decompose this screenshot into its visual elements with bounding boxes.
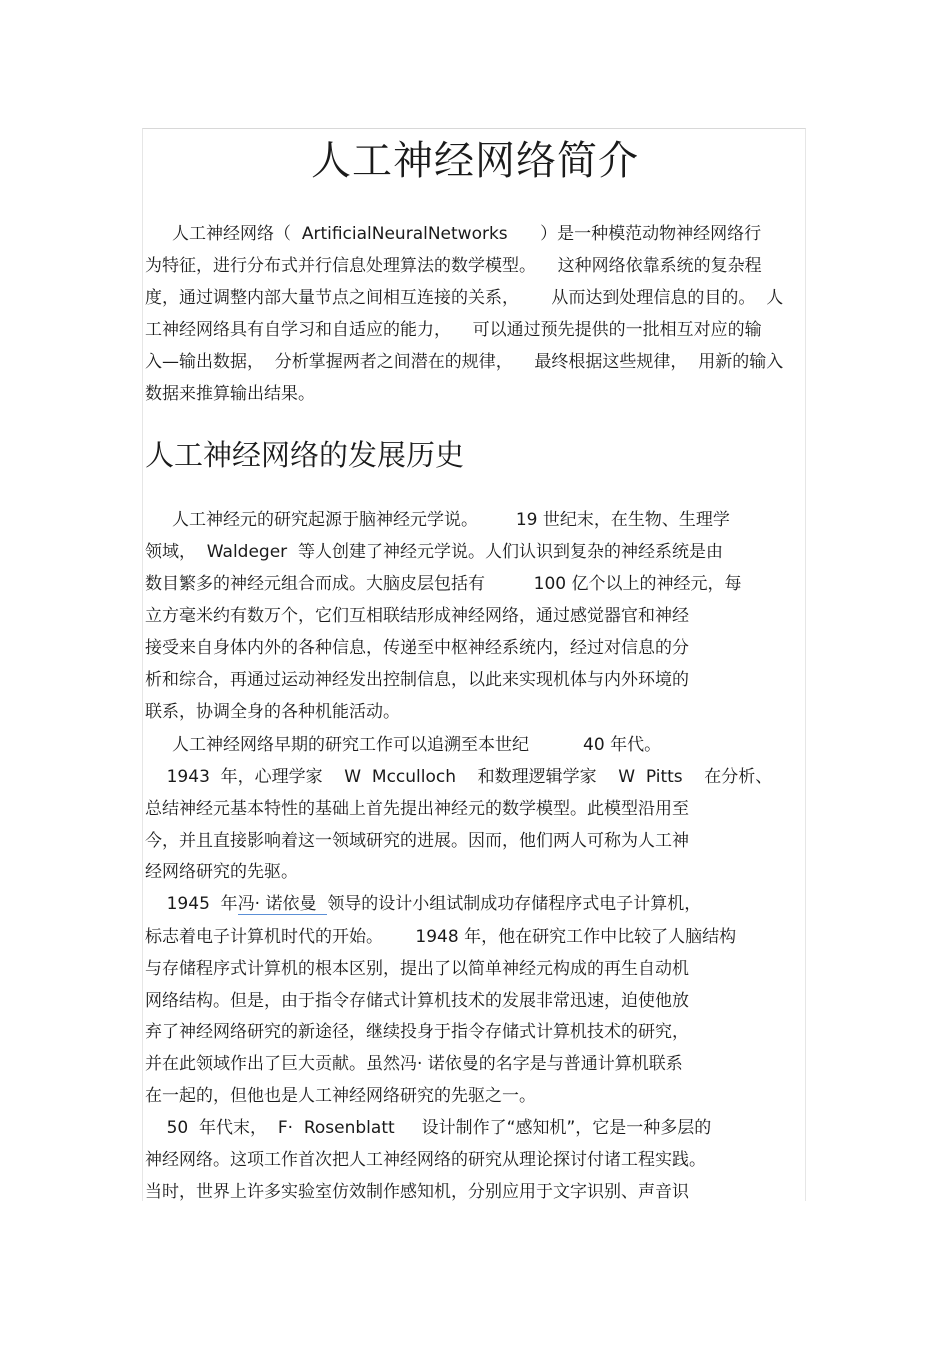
section-heading: 人工神经网络的发展历史	[145, 438, 465, 472]
history-line: 立方毫米约有数万个，它们互相联结形成神经网络，通过感觉器官和神经	[145, 606, 689, 626]
history-line: 人工神经元的研究起源于脑神经元学说。 19 世纪末，在生物、生理学	[145, 510, 730, 530]
history-line: 神经网络。这项工作首次把人工神经网络的研究从理论探讨付诸工程实践。	[145, 1150, 706, 1170]
history-line: 网络结构。但是，由于指令存储式计算机技术的发展非常迅速，迫使他放	[145, 991, 689, 1011]
intro-line: 人工神经网络（ ArtificialNeuralNetworks ）是一种模范动物神经网络行	[145, 224, 762, 244]
history-line: 当时，世界上许多实验室仿效制作感知机，分别应用于文字识别、声音识	[145, 1182, 689, 1201]
history-line: 析和综合，再通过运动神经发出控制信息，以此来实现机体与内外环境的	[145, 670, 689, 690]
intro-line: 为特征，进行分布式并行信息处理算法的数学模型。 这种网络依靠系统的复杂程	[145, 256, 762, 276]
document-title: 人工神经网络简介	[311, 138, 639, 184]
history-line: 领域， Waldeger 等人创建了神经元学说。人们认识到复杂的神经系统是由	[145, 542, 723, 562]
history-line: 经网络研究的先驱。	[145, 862, 298, 882]
neumann-line-before: 1945 年	[145, 894, 238, 914]
neumann-line	[145, 892, 701, 916]
history-line: 总结神经元基本特性的基础上首先提出神经元的数学模型。此模型沿用至	[145, 799, 689, 819]
neumann-line-after: 领导的设计小组试制成功存储程序式电子计算机，	[327, 894, 702, 914]
history-line: 人工神经网络早期的研究工作可以追溯至本世纪 40 年代。	[145, 735, 662, 755]
intro-line: 入—输出数据， 分析掌握两者之间潜在的规律， 最终根据这些规律， 用新的输入	[145, 352, 784, 372]
history-line: 数目繁多的神经元组合而成。大脑皮层包括有 100 亿个以上的神经元，每	[145, 574, 742, 594]
history-line: 并在此领域作出了巨大贡献。虽然冯· 诺依曼的名字是与普通计算机联系	[145, 1054, 683, 1074]
history-line: 在一起的，但他也是人工神经网络研究的先驱之一。	[145, 1086, 536, 1106]
history-line: 50 年代末， F· Rosenblatt 设计制作了“感知机”，它是一种多层的	[145, 1118, 712, 1138]
history-line: 与存储程序式计算机的根本区别，提出了以简单神经元构成的再生自动机	[145, 959, 689, 979]
document-page	[142, 128, 806, 1201]
neumann-link[interactable]: 冯· 诺依曼	[237, 894, 328, 914]
history-line: 联系，协调全身的各种机能活动。	[145, 702, 400, 722]
history-line: 标志着电子计算机时代的开始。 1948 年，他在研究工作中比较了人脑结构	[145, 927, 737, 947]
history-line: 弃了神经网络研究的新途径，继续投身于指令存储式计算机技术的研究，	[145, 1022, 689, 1042]
intro-line: 度，通过调整内部大量节点之间相互连接的关系， 从而达到处理信息的目的。 人	[145, 288, 784, 308]
history-line: 今，并且直接影响着这一领域研究的进展。因而，他们两人可称为人工神	[145, 831, 689, 851]
intro-line: 工神经网络具有自学习和自适应的能力， 可以通过预先提供的一批相互对应的输	[145, 320, 762, 340]
intro-line: 数据来推算输出结果。	[145, 384, 315, 404]
history-line: 接受来自身体内外的各种信息，传递至中枢神经系统内，经过对信息的分	[145, 638, 689, 658]
history-line: 1943 年，心理学家 W Mcculloch 和数理逻辑学家 W Pitts 在分析、	[145, 767, 773, 787]
